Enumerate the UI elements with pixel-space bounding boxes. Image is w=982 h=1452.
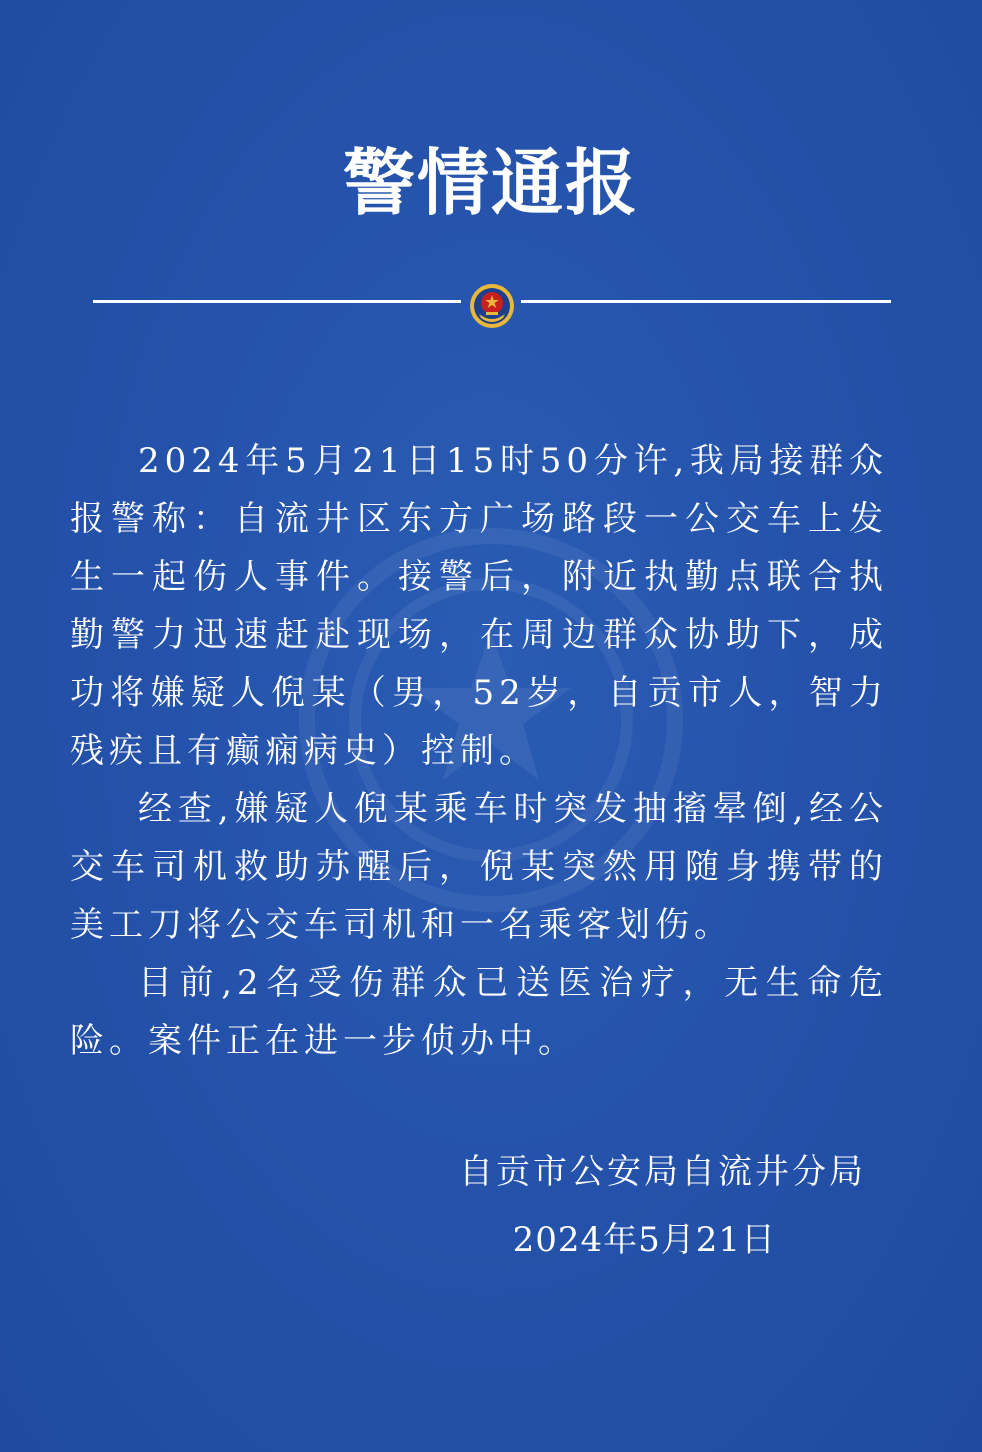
- notice-paragraph: 经查,嫌疑人倪某乘车时突发抽搐晕倒,经公交车司机救助苏醒后，倪某突然用随身携带的美工刀将公交车司机和一名乘客划伤。: [70, 789, 888, 945]
- issue-date: 2024年5月21日: [512, 1220, 776, 1260]
- issuer-name: 自贡市公安局自流井分局: [459, 1152, 866, 1192]
- notice-paragraph: 目前,2名受伤群众已送医治疗，无生命危险。案件正在进一步侦办中。: [70, 963, 888, 1061]
- title-divider-left: [93, 300, 461, 303]
- police-emblem-icon: [468, 282, 516, 330]
- title-divider-right: [521, 300, 891, 303]
- notice-paragraph: 2024年5月21日15时50分许,我局接群众报警称：自流井区东方广场路段一公交车上发生一起伤人事件。接警后，附近执勤点联合执勤警力迅速赶赴现场，在周边群众协助下，成功将嫌疑人倪某（男，52岁，自贡市人，智力残疾且有癫痫病史）控制。: [70, 441, 888, 771]
- notice-body: [70, 432, 888, 1070]
- page-title: 警情通报: [342, 141, 639, 225]
